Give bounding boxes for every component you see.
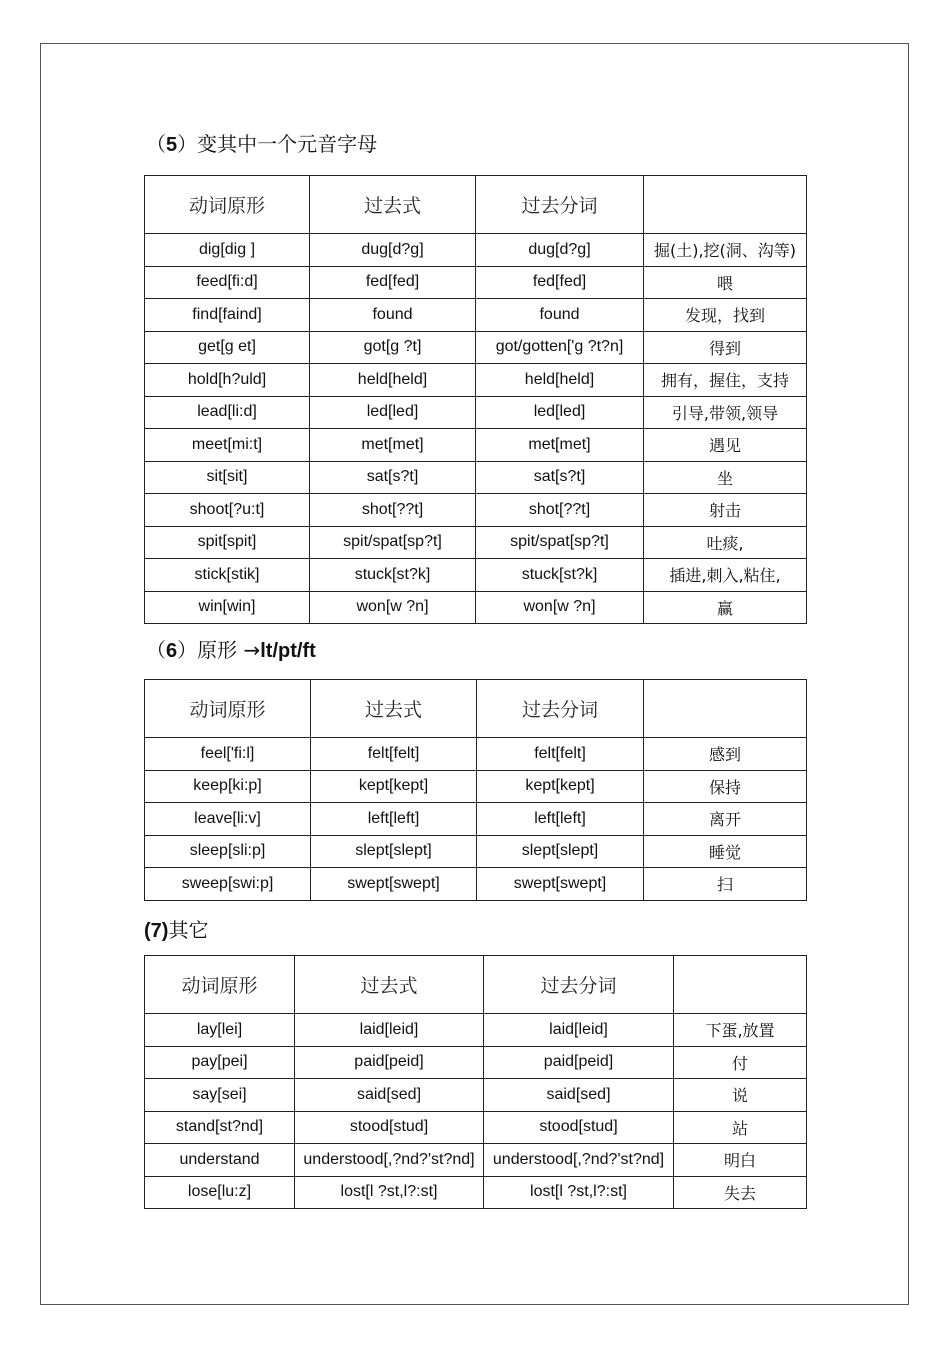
cell-participle: felt[felt] bbox=[477, 738, 644, 771]
cell-past: kept[kept] bbox=[311, 770, 477, 803]
cell-past: lost[l ?st,l?:st] bbox=[295, 1176, 484, 1209]
cell-meaning: 付 bbox=[674, 1046, 807, 1079]
cell-participle: met[met] bbox=[476, 429, 644, 462]
cell-past: dug[d?ɡ] bbox=[310, 234, 476, 267]
cell-participle: got/gotten['ɡ ?t?n] bbox=[476, 331, 644, 364]
table-row bbox=[145, 331, 807, 364]
cell-past: found bbox=[310, 299, 476, 332]
cell-meaning: 赢 bbox=[644, 591, 807, 624]
cell-meaning: 遇见 bbox=[644, 429, 807, 462]
table-row bbox=[145, 1046, 807, 1079]
cell-participle: kept[kept] bbox=[477, 770, 644, 803]
cell-participle: stood[stud] bbox=[484, 1111, 674, 1144]
table-row bbox=[145, 429, 807, 462]
cell-base: sweep[swi:p] bbox=[145, 868, 311, 901]
table-row bbox=[145, 494, 807, 527]
header-past-tense: 过去式 bbox=[310, 176, 476, 234]
cell-base: lead[li:d] bbox=[145, 396, 310, 429]
table-row bbox=[145, 234, 807, 267]
table-header-row bbox=[145, 176, 807, 234]
table-row bbox=[145, 738, 807, 771]
header-past-participle: 过去分词 bbox=[477, 680, 644, 738]
cell-base: meet[mi:t] bbox=[145, 429, 310, 462]
section-5-title: （5）变其中一个元音字母 bbox=[146, 132, 378, 156]
cell-past: laid[leid] bbox=[295, 1014, 484, 1047]
table-row bbox=[145, 868, 807, 901]
cell-participle: sat[s?t] bbox=[476, 461, 644, 494]
cell-participle: said[sed] bbox=[484, 1079, 674, 1112]
cell-past: shot[??t] bbox=[310, 494, 476, 527]
cell-meaning: 拥有，握住，支持 bbox=[644, 364, 807, 397]
verb-table-other bbox=[144, 955, 807, 1209]
cell-base: get[ɡ et] bbox=[145, 331, 310, 364]
table-header-row bbox=[145, 680, 807, 738]
table-row bbox=[145, 835, 807, 868]
cell-participle: shot[??t] bbox=[476, 494, 644, 527]
section-7-title: (7)其它 bbox=[144, 918, 209, 942]
cell-meaning: 离开 bbox=[644, 803, 807, 836]
cell-base: say[sei] bbox=[145, 1079, 295, 1112]
cell-meaning: 得到 bbox=[644, 331, 807, 364]
cell-participle: found bbox=[476, 299, 644, 332]
cell-participle: slept[slept] bbox=[477, 835, 644, 868]
cell-past: spit/spat[sp?t] bbox=[310, 526, 476, 559]
cell-past: led[led] bbox=[310, 396, 476, 429]
cell-participle: swept[swept] bbox=[477, 868, 644, 901]
cell-meaning: 坐 bbox=[644, 461, 807, 494]
cell-participle: stuck[st?k] bbox=[476, 559, 644, 592]
cell-meaning: 插进,刺入,粘住, bbox=[644, 559, 807, 592]
cell-participle: paid[peid] bbox=[484, 1046, 674, 1079]
cell-base: spit[spit] bbox=[145, 526, 310, 559]
table-row bbox=[145, 1144, 807, 1177]
cell-base: hold[h?uld] bbox=[145, 364, 310, 397]
header-base-form: 动词原形 bbox=[145, 680, 311, 738]
cell-meaning: 发现，找到 bbox=[644, 299, 807, 332]
cell-meaning: 掘(土),挖(洞、沟等) bbox=[644, 234, 807, 267]
cell-meaning: 吐痰, bbox=[644, 526, 807, 559]
cell-base: dig[diɡ ] bbox=[145, 234, 310, 267]
header-past-tense: 过去式 bbox=[311, 680, 477, 738]
cell-past: held[held] bbox=[310, 364, 476, 397]
cell-past: said[sed] bbox=[295, 1079, 484, 1112]
header-past-tense: 过去式 bbox=[295, 956, 484, 1014]
cell-meaning: 喂 bbox=[644, 266, 807, 299]
table-row bbox=[145, 1014, 807, 1047]
cell-base: understand bbox=[145, 1144, 295, 1177]
cell-base: sleep[sli:p] bbox=[145, 835, 311, 868]
verb-table-vowel-change bbox=[144, 175, 807, 624]
header-meaning bbox=[644, 176, 807, 234]
cell-past: won[w ?n] bbox=[310, 591, 476, 624]
header-past-participle: 过去分词 bbox=[476, 176, 644, 234]
cell-base: pay[pei] bbox=[145, 1046, 295, 1079]
header-meaning bbox=[674, 956, 807, 1014]
cell-past: left[left] bbox=[311, 803, 477, 836]
cell-base: win[win] bbox=[145, 591, 310, 624]
cell-past: swept[swept] bbox=[311, 868, 477, 901]
cell-past: understood[,?nd?'st?nd] bbox=[295, 1144, 484, 1177]
cell-base: lay[lei] bbox=[145, 1014, 295, 1047]
cell-participle: laid[leid] bbox=[484, 1014, 674, 1047]
cell-past: stuck[st?k] bbox=[310, 559, 476, 592]
table-row bbox=[145, 770, 807, 803]
table-header-row bbox=[145, 956, 807, 1014]
cell-past: stood[stud] bbox=[295, 1111, 484, 1144]
table-row bbox=[145, 1176, 807, 1209]
cell-participle: won[w ?n] bbox=[476, 591, 644, 624]
cell-base: stand[st?nd] bbox=[145, 1111, 295, 1144]
cell-past: got[ɡ ?t] bbox=[310, 331, 476, 364]
cell-base: feed[fi:d] bbox=[145, 266, 310, 299]
table-row bbox=[145, 803, 807, 836]
cell-past: slept[slept] bbox=[311, 835, 477, 868]
cell-meaning: 睡觉 bbox=[644, 835, 807, 868]
cell-base: feel['fi:l] bbox=[145, 738, 311, 771]
table-row bbox=[145, 266, 807, 299]
cell-past: sat[s?t] bbox=[310, 461, 476, 494]
verb-table-lt-pt-ft bbox=[144, 679, 807, 901]
table-row bbox=[145, 396, 807, 429]
header-base-form: 动词原形 bbox=[145, 176, 310, 234]
table-row bbox=[145, 559, 807, 592]
header-past-participle: 过去分词 bbox=[484, 956, 674, 1014]
header-meaning bbox=[644, 680, 807, 738]
cell-meaning: 站 bbox=[674, 1111, 807, 1144]
cell-meaning: 明白 bbox=[674, 1144, 807, 1177]
cell-meaning: 扫 bbox=[644, 868, 807, 901]
table-row bbox=[145, 1079, 807, 1112]
cell-participle: fed[fed] bbox=[476, 266, 644, 299]
cell-base: leave[li:v] bbox=[145, 803, 311, 836]
table-row bbox=[145, 1111, 807, 1144]
table-row bbox=[145, 364, 807, 397]
cell-past: met[met] bbox=[310, 429, 476, 462]
cell-meaning: 感到 bbox=[644, 738, 807, 771]
table-row bbox=[145, 461, 807, 494]
cell-base: find[faind] bbox=[145, 299, 310, 332]
cell-meaning: 失去 bbox=[674, 1176, 807, 1209]
cell-meaning: 保持 bbox=[644, 770, 807, 803]
cell-meaning: 下蛋,放置 bbox=[674, 1014, 807, 1047]
table-row bbox=[145, 299, 807, 332]
cell-base: lose[lu:z] bbox=[145, 1176, 295, 1209]
cell-participle: dug[d?ɡ] bbox=[476, 234, 644, 267]
table-row bbox=[145, 591, 807, 624]
table-row bbox=[145, 526, 807, 559]
cell-participle: spit/spat[sp?t] bbox=[476, 526, 644, 559]
cell-meaning: 射击 bbox=[644, 494, 807, 527]
cell-past: felt[felt] bbox=[311, 738, 477, 771]
cell-participle: left[left] bbox=[477, 803, 644, 836]
cell-base: stick[stik] bbox=[145, 559, 310, 592]
cell-participle: lost[l ?st,l?:st] bbox=[484, 1176, 674, 1209]
cell-participle: led[led] bbox=[476, 396, 644, 429]
cell-meaning: 说 bbox=[674, 1079, 807, 1112]
cell-base: shoot[?u:t] bbox=[145, 494, 310, 527]
header-base-form: 动词原形 bbox=[145, 956, 295, 1014]
cell-base: sit[sit] bbox=[145, 461, 310, 494]
section-6-title: （6）原形 →lt/pt/ft bbox=[146, 638, 316, 662]
cell-participle: understood[,?nd?'st?nd] bbox=[484, 1144, 674, 1177]
cell-meaning: 引导,带领,领导 bbox=[644, 396, 807, 429]
cell-past: paid[peid] bbox=[295, 1046, 484, 1079]
cell-base: keep[ki:p] bbox=[145, 770, 311, 803]
cell-past: fed[fed] bbox=[310, 266, 476, 299]
cell-participle: held[held] bbox=[476, 364, 644, 397]
